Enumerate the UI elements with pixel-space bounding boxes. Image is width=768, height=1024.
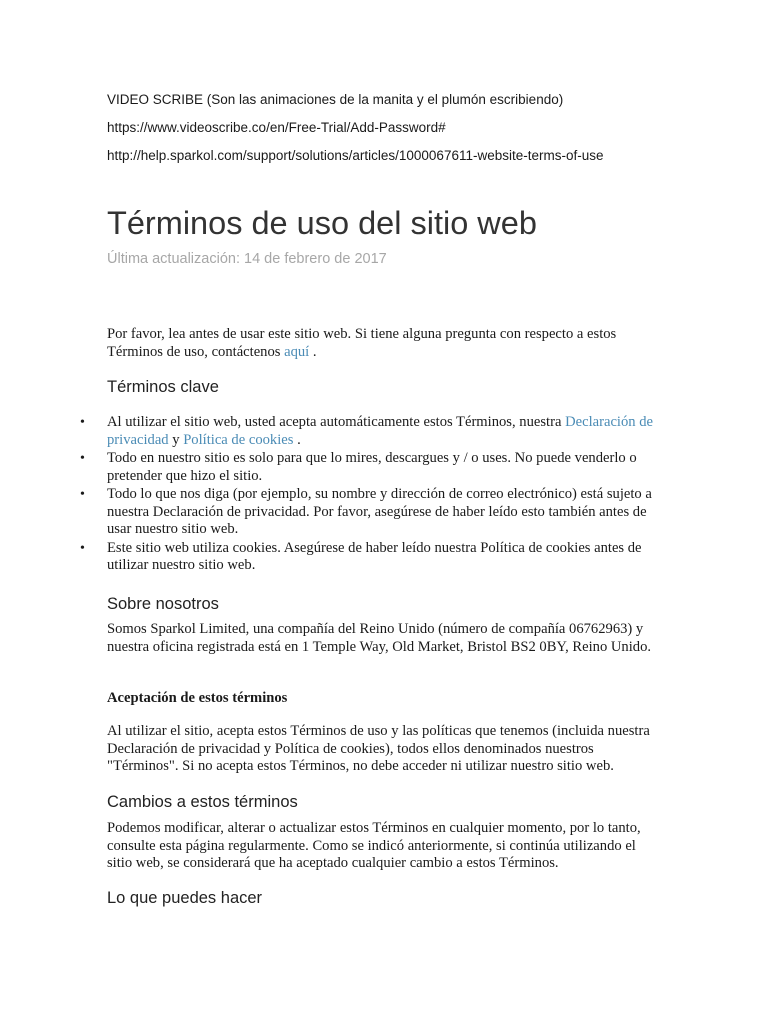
item-text: Al utilizar el sitio web, usted acepta automáticamente estos Términos, nuestra: [107, 414, 566, 430]
intro-end: .: [309, 343, 317, 360]
what-you-can-do-heading: Lo que puedes hacer: [107, 889, 263, 907]
note-videoscribe-url: https://www.videoscribe.co/en/Free-Trial/Add-Password#: [107, 120, 446, 135]
about-paragraph: Somos Sparkol Limited, una compañía del Reino Unido (número de compañía 06762963) y nuestra oficina registrada está en 1 Temple Way, Old Market, Bristol BS2 0BY, Reino Unido.: [107, 621, 652, 655]
key-terms-heading: Términos clave: [107, 378, 219, 396]
list-item: [80, 414, 663, 449]
about-heading: Sobre nosotros: [107, 595, 219, 613]
acceptance-heading: Aceptación de estos términos: [107, 690, 288, 706]
changes-paragraph: Podemos modificar, alterar o actualizar estos Términos en cualquier momento, por lo tanto, consulte esta página regularmente. Como se indicó anteriormente, si continúa utilizando el sitio web, se considerará que ha aceptado cualquier cambio a estos Términos.: [107, 820, 641, 871]
bullet-icon: •: [80, 540, 85, 556]
page-title: Términos de uso del sitio web: [107, 205, 537, 241]
item-text: .: [293, 431, 301, 448]
contact-link[interactable]: aquí: [284, 343, 310, 360]
privacy-statement-link[interactable]: Declaración de privacidad: [107, 414, 654, 448]
note-video-scribe: VIDEO SCRIBE (Son las animaciones de la manita y el plumón escribiendo): [107, 92, 564, 107]
bullet-icon: •: [80, 451, 85, 466]
changes-heading: Cambios a estos términos: [107, 793, 298, 811]
last-updated-date: Última actualización: 14 de febrero de 2017: [107, 251, 387, 267]
note-sparkol-url: http://help.sparkol.com/support/solutions/articles/1000067611-website-terms-of-use: [107, 148, 604, 163]
item-text: y: [168, 431, 184, 448]
item-text: Todo lo que nos diga (por ejemplo, su nombre y dirección de correo electrónico) está sujeto a nuestra Declaración de privacidad. Por favor, asegúrese de haber leído esto también antes de usar nuestro sitio web.: [107, 486, 652, 537]
item-text: Todo en nuestro sitio es solo para que lo mires, descargues y / o uses. No puede venderlo o pretender que hizo el sitio.: [107, 450, 637, 484]
item-text: Este sitio web utiliza cookies. Asegúrese de haber leído nuestra Política de cookies antes de utilizar nuestro sitio web.: [107, 539, 642, 573]
bullet-icon: •: [80, 487, 85, 502]
list-item: [80, 486, 663, 539]
intro-paragraph: [107, 326, 663, 361]
list-item: [80, 450, 663, 485]
list-item: [80, 540, 663, 575]
cookie-policy-link[interactable]: Política de cookies: [183, 431, 294, 448]
intro-text: Por favor, lea antes de usar este sitio web. Si tiene alguna pregunta con respecto a estos Términos de uso, contáctenos: [107, 326, 617, 360]
key-terms-list: [80, 414, 663, 576]
acceptance-paragraph: Al utilizar el sitio, acepta estos Términos de uso y las políticas que tenemos (incluida nuestra Declaración de privacidad y Política de cookies), todos ellos denominados nuestros "Términos". Si no acepta estos Términos, no debe acceder ni utilizar nuestro sitio web.: [107, 723, 650, 774]
bullet-icon: •: [80, 415, 85, 430]
